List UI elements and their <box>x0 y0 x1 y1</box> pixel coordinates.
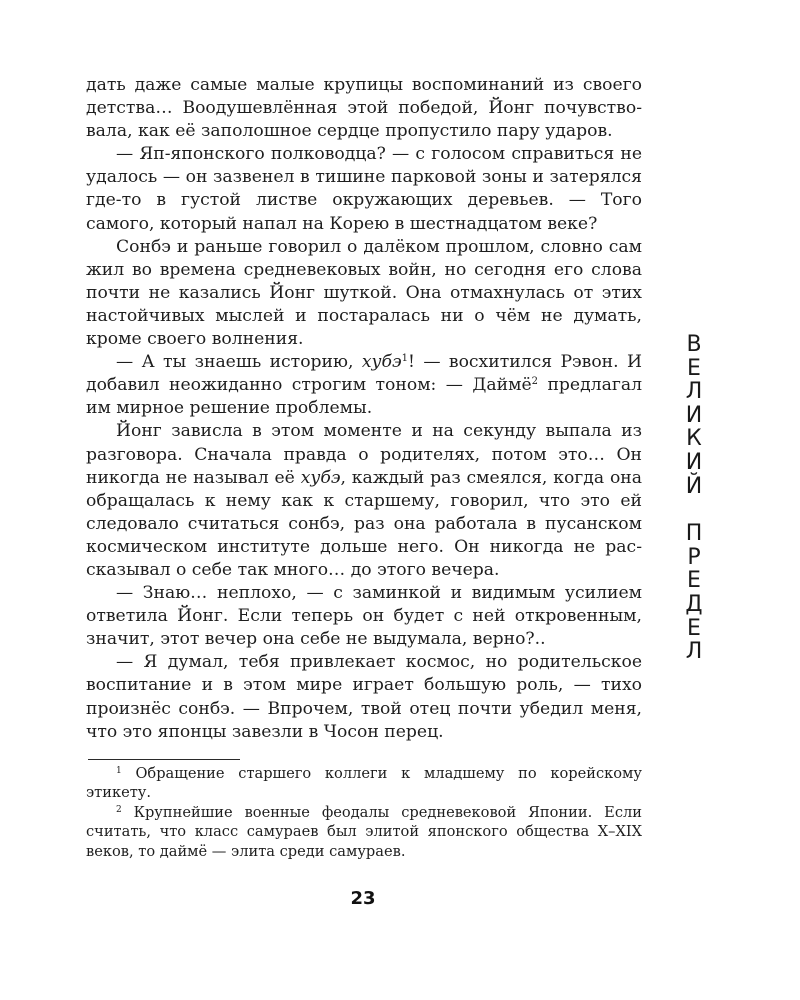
paragraph-7: — Я думал, тебя привлекает космос, но родительское воспитание и в этом мире играет большую роль, — тихо произнёс сонбэ. — Впрочем, твой отец почти убедил меня, что это японцы завезли в Чосон перец. <box>86 652 642 742</box>
footnote-2 <box>86 803 642 861</box>
paragraph-4-part-a: — А ты знаешь историю, <box>116 352 362 373</box>
book-title-word-1 <box>686 333 703 498</box>
footnote-1-text: Обращение старшего коллеги к младшему по корейскому этикету. <box>86 765 642 802</box>
footnote-ref-1[interactable]: 1 <box>401 353 408 365</box>
title-letter: И <box>685 449 703 475</box>
title-letter: Д <box>685 591 703 617</box>
title-letter: Р <box>687 544 701 570</box>
title-letter: Е <box>687 355 701 381</box>
footnote-2-text: Крупнейшие военные феодалы средневековой Японии. Если считать, что класс самураев был элитой японского общества X–XIX веков, то даймё — элита среди самураев. <box>86 803 642 860</box>
vertical-book-title <box>674 333 714 664</box>
title-letter: Л <box>685 639 703 665</box>
title-letter: Е <box>687 568 701 594</box>
title-letter: К <box>686 426 702 452</box>
paragraph-4-part-b: ! — восхитился Рэвон. И добавил неожиданно строгим тоном: — Даймё <box>86 352 642 396</box>
footnotes <box>86 764 642 861</box>
paragraph-5-part-a: Йонг зависла в этом моменте и на секунду выпала из разговора. Сначала правда о родителях, потом это… Он никогда не называл её <box>86 421 642 488</box>
main-text <box>86 74 642 744</box>
paragraph-4-part-c: предлагал им мирное решение проблемы. <box>86 375 643 419</box>
title-letter: Й <box>685 473 703 499</box>
italic-term-hube: хубэ <box>361 352 402 373</box>
footnote-1 <box>86 764 642 803</box>
footnote-divider <box>88 759 240 760</box>
footnote-ref-2[interactable]: 2 <box>531 376 539 388</box>
paragraph-2: — Яп-японского полководца? — с голосом справиться не удалось — он зазвенел в тишине парковой зоны и затерялся где-то в густой листве окружающих деревьев. — Того самого, который напал на Корею в шестнадцатом веке? <box>86 144 642 234</box>
footnote-1-mark: 1 <box>116 766 122 776</box>
paragraph-5-part-b: , каждый раз смеялся, когда она обращалась к нему как к старшему, говорил, что это ей следовало считаться сонбэ, раз она работала в пусанском космическом институте дольше него. Он никогда не рассказывал о себе так много… до этого вечера. <box>86 467 642 580</box>
book-title-word-2 <box>685 522 702 664</box>
paragraph-1: дать даже самые малые крупицы воспоминаний из своего детства… Воодушевлённая этой победой, Йонг почувствовала, как её заполошное сердце пропустило пару ударов. <box>86 75 642 142</box>
title-letter: В <box>686 332 702 357</box>
title-letter: Е <box>687 615 701 641</box>
paragraph-3: Сонбэ и раньше говорил о далёком прошлом, словно сам жил во времена средневековых войн, но сегодня его слова почти не казались Йонг шуткой. Она отмахнулась от этих настойчивых мыслей и постаралась ни о чём не думать, кроме своего волнения. <box>86 236 642 350</box>
title-letter: П <box>685 521 703 547</box>
title-letter: И <box>685 402 703 428</box>
paragraph-4 <box>86 351 642 420</box>
page-number: 23 <box>350 888 376 909</box>
paragraph-5 <box>86 420 642 582</box>
italic-term-hube: хубэ <box>300 467 341 488</box>
title-letter: Л <box>685 379 703 405</box>
footnote-2-mark: 2 <box>116 804 122 815</box>
paragraph-6: — Знаю… неплохо, — с заминкой и видимым усилием ответила Йонг. Если теперь он будет с ней откровенным, значит, этот вечер она себе не выдумала, верно?.. <box>86 583 642 650</box>
